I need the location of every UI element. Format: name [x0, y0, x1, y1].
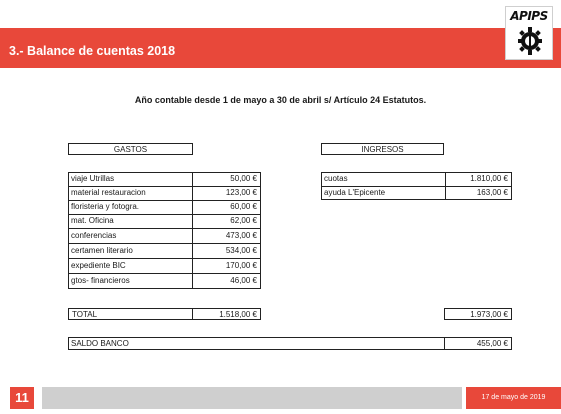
- gear-icon: [517, 26, 543, 56]
- gastos-table: [68, 172, 261, 289]
- row-divider: [69, 243, 260, 244]
- gastos-label: conferencias: [71, 231, 117, 240]
- table-row: [69, 230, 260, 242]
- gastos-amount: 123,00 €: [225, 188, 257, 197]
- gastos-label: mat. Oficina: [71, 216, 114, 225]
- gastos-amount: 534,00 €: [225, 246, 257, 255]
- ingresos-amount: 1.810,00 €: [470, 174, 508, 183]
- footer-date: 17 de mayo de 2019: [466, 387, 561, 409]
- ingresos-amount: 163,00 €: [476, 188, 508, 197]
- footer-bar: [42, 387, 462, 409]
- gastos-amount: 170,00 €: [225, 261, 257, 270]
- row-divider: [69, 228, 260, 229]
- gastos-label: floristeria y fotogra.: [71, 202, 140, 211]
- gastos-label: gtos- financieros: [71, 276, 130, 285]
- gastos-amount: 60,00 €: [230, 202, 257, 211]
- gastos-amount: 62,00 €: [230, 216, 257, 225]
- gastos-label: expediente BIC: [71, 261, 126, 270]
- table-row: [69, 173, 260, 185]
- slide-title: 3.- Balance de cuentas 2018: [9, 44, 176, 58]
- total-ingresos-amount: 1.973,00 €: [444, 308, 512, 320]
- ingresos-header: INGRESOS: [321, 143, 444, 155]
- saldo-label: SALDO BANCO: [71, 339, 129, 348]
- gastos-header: GASTOS: [68, 143, 193, 155]
- table-row: [69, 187, 260, 199]
- table-row: [322, 187, 511, 199]
- table-row: [69, 260, 260, 272]
- gastos-amount: 50,00 €: [230, 174, 257, 183]
- total-label: TOTAL: [68, 308, 193, 320]
- table-row: [69, 215, 260, 227]
- gastos-amount: 473,00 €: [225, 231, 257, 240]
- row-divider: [69, 258, 260, 259]
- gastos-label: material restauracion: [71, 188, 146, 197]
- total-gastos-amount: 1.518,00 €: [192, 308, 261, 320]
- subtitle: Año contable desde 1 de mayo a 30 de abril s/ Artículo 24 Estatutos.: [134, 95, 427, 105]
- saldo-amount: 455,00 €: [476, 339, 508, 348]
- table-row: [69, 275, 260, 287]
- logo-text: APIPS: [510, 9, 548, 23]
- table-row: [69, 338, 511, 350]
- table-row: [322, 173, 511, 185]
- gastos-label: certamen literario: [71, 246, 133, 255]
- gastos-amount: 46,00 €: [230, 276, 257, 285]
- page-number: 11: [10, 387, 34, 409]
- saldo-banco-row: [68, 337, 512, 350]
- apips-logo: [505, 6, 553, 60]
- ingresos-label: ayuda L'Epicente: [324, 188, 386, 197]
- row-divider: [69, 273, 260, 274]
- ingresos-label: cuotas: [324, 174, 348, 183]
- table-row: [69, 201, 260, 213]
- ingresos-table: [321, 172, 512, 200]
- table-row: [69, 245, 260, 257]
- gastos-label: viaje Utrillas: [71, 174, 115, 183]
